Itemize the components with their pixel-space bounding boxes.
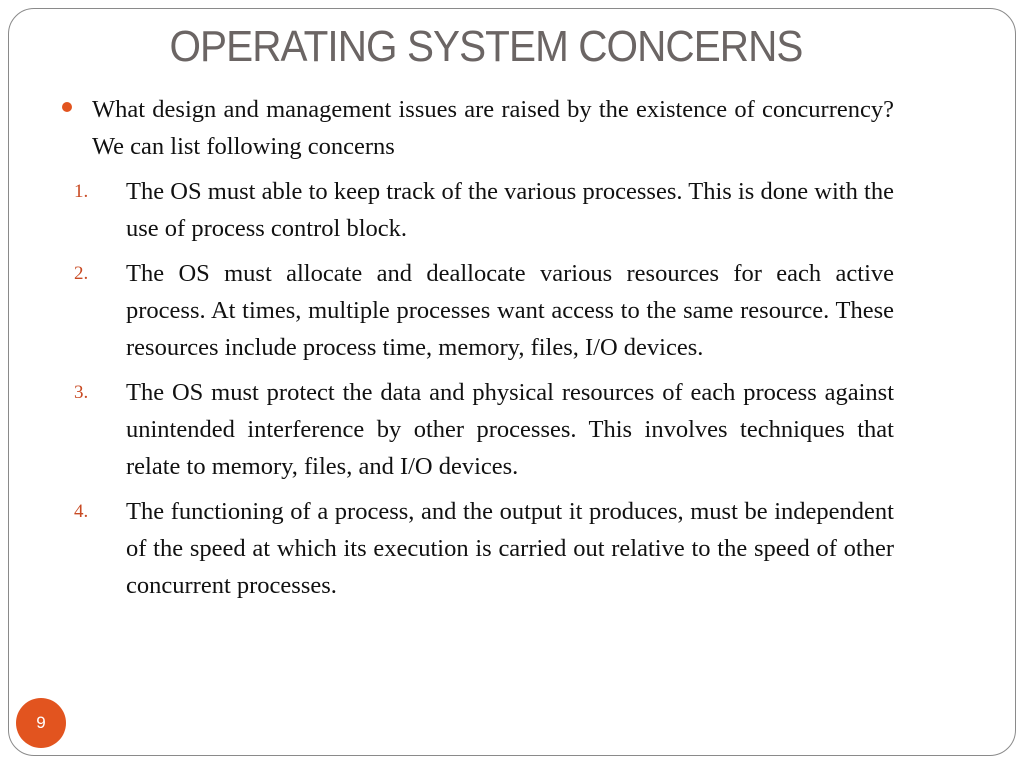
list-item-text: The OS must allocate and deallocate various resources for each active process. At times, multiple processes want access to the same resource. These resources include process time, memory, files, I/O devices. — [126, 260, 894, 361]
list-number: 1. — [74, 181, 89, 202]
list-number: 3. — [74, 382, 89, 403]
list-item-2 — [62, 255, 894, 366]
intro-text: What design and management issues are raised by the existence of concurrency?We can list following concerns — [92, 96, 894, 160]
list-number: 4. — [74, 501, 89, 522]
list-item-text: The functioning of a process, and the output it produces, must be independent of the speed at which its execution is carried out relative to the speed of other concurrent processes. — [126, 498, 894, 599]
bullet-dot-icon — [62, 102, 72, 112]
list-item-text: The OS must able to keep track of the various processes. This is done with the use of process control block. — [126, 178, 894, 242]
page-number-badge: 9 — [16, 698, 66, 748]
intro-bullet — [62, 91, 894, 165]
list-item-text: The OS must protect the data and physical resources of each process against unintended interference by other processes. This involves techniques that relate to memory, files, and I/O devices. — [126, 379, 894, 480]
list-item-4 — [62, 493, 894, 604]
slide-title: OPERATING SYSTEM CONCERNS — [169, 22, 803, 71]
list-item-1 — [62, 173, 894, 247]
list-item-3 — [62, 374, 894, 485]
slide-content — [62, 91, 894, 612]
list-number: 2. — [74, 263, 89, 284]
